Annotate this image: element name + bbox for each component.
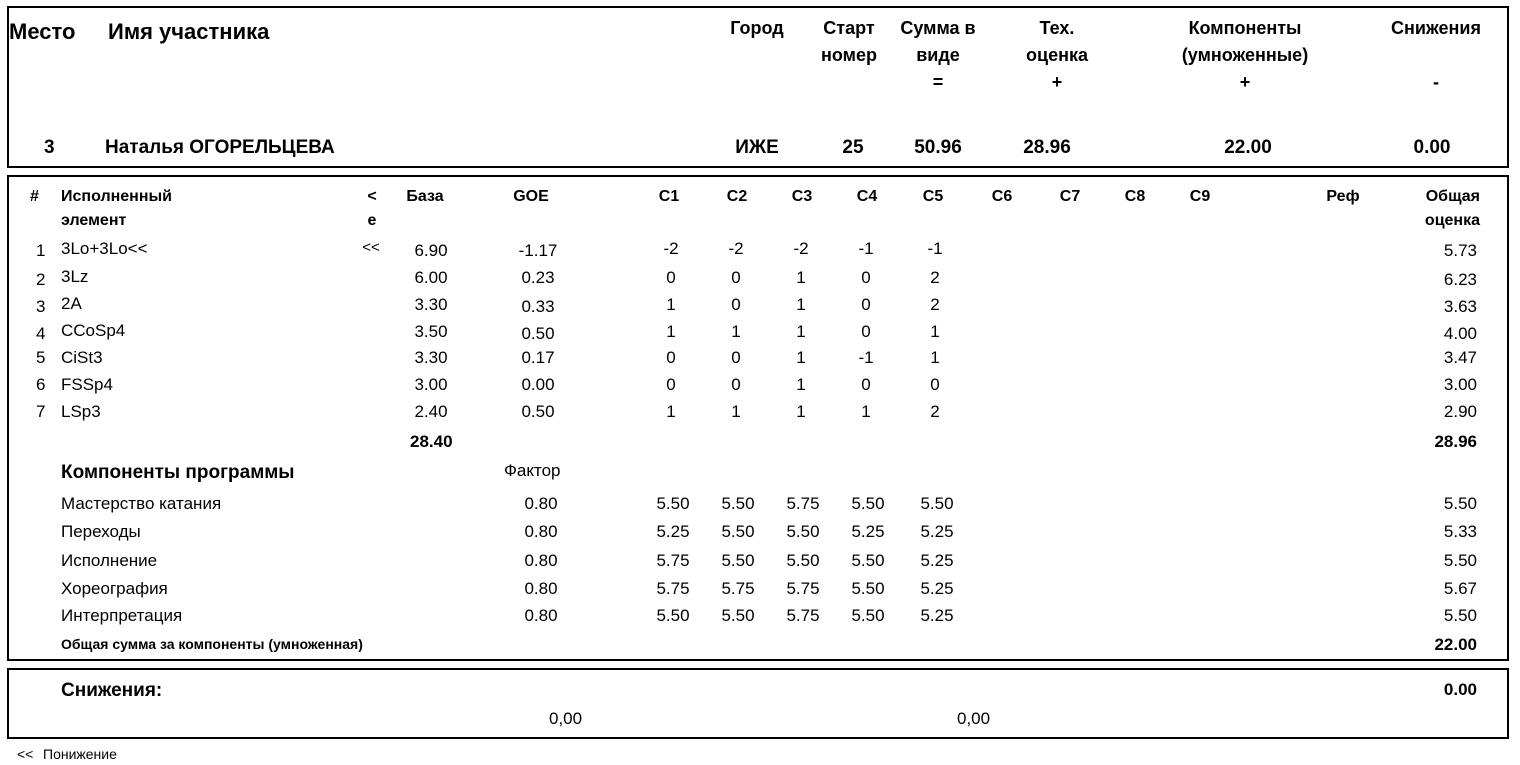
element-row-judge-c2: 0 <box>731 295 741 314</box>
element-row-judge-c1: -2 <box>663 239 679 258</box>
element-row-goe: 0.33 <box>521 297 555 316</box>
component-row-judge-c3: 5.75 <box>786 494 820 513</box>
element-row-judge-c5: 1 <box>930 348 940 367</box>
element-row-info: << <box>362 239 380 256</box>
element-row-judge-c1: 0 <box>666 268 676 287</box>
component-row-judge-c2: 5.75 <box>721 579 755 598</box>
component-row-judge-c3: 5.75 <box>786 579 820 598</box>
element-row-judge-c3: 1 <box>796 268 806 287</box>
element-row-judge-c4: 0 <box>861 322 871 341</box>
component-row-factor: 0.80 <box>524 522 558 541</box>
components-total: 22.00 <box>1434 635 1477 654</box>
element-row-judge-c3: 1 <box>796 402 806 421</box>
component-row-name: Исполнение <box>61 551 158 570</box>
skater-place: 3 <box>44 137 55 158</box>
element-row-judge-c3: 1 <box>796 322 806 341</box>
element-row-judge-c5: 2 <box>930 295 940 314</box>
component-row-score: 5.50 <box>1443 551 1477 570</box>
element-row-base: 6.90 <box>414 241 448 260</box>
element-row-name: 3Lo+3Lo<< <box>61 239 148 258</box>
deduction-value: 0,00 <box>549 709 583 728</box>
col-header-num: # <box>30 188 39 205</box>
component-row-judge-c4: 5.50 <box>851 494 885 513</box>
element-row-judge-c5: 2 <box>930 268 940 287</box>
component-row-score: 5.67 <box>1443 579 1477 598</box>
component-row-judge-c3: 5.50 <box>786 522 820 541</box>
component-row-judge-c3: 5.75 <box>786 606 820 625</box>
col-header-c2: C2 <box>726 188 748 205</box>
component-row-factor: 0.80 <box>524 494 558 513</box>
component-row-judge-c1: 5.75 <box>656 551 690 570</box>
element-row-judge-c3: -2 <box>793 239 809 258</box>
col-header-c4: C4 <box>856 188 878 205</box>
element-row-goe: 0.50 <box>521 402 555 421</box>
header-deductions-label: Снижения - <box>1391 18 1481 92</box>
element-row-num: 7 <box>36 402 46 421</box>
component-row-judge-c5: 5.25 <box>920 606 954 625</box>
element-row-base: 2.40 <box>414 402 448 421</box>
col-header-element: Исполненный элемент <box>61 188 172 229</box>
element-row-judge-c1: 0 <box>666 375 676 394</box>
component-row-factor: 0.80 <box>524 579 558 598</box>
skater-total-score: 50.96 <box>914 137 962 158</box>
element-row-judge-c4: -1 <box>858 348 874 367</box>
element-row-name: FSSp4 <box>61 375 113 394</box>
element-row-judge-c3: 1 <box>796 375 806 394</box>
component-row-judge-c1: 5.50 <box>656 606 690 625</box>
element-row-base: 3.30 <box>414 348 448 367</box>
element-row-judge-c3: 1 <box>796 295 806 314</box>
element-row-num: 3 <box>36 297 46 316</box>
element-row-score: 3.00 <box>1443 375 1477 394</box>
component-row-factor: 0.80 <box>524 551 558 570</box>
col-header-c7: C7 <box>1059 188 1081 205</box>
element-row-name: 3Lz <box>61 267 89 286</box>
component-row-judge-c4: 5.50 <box>851 579 885 598</box>
element-row-num: 2 <box>36 270 46 289</box>
skater-deductions: 0.00 <box>1413 137 1451 158</box>
component-row-judge-c4: 5.25 <box>851 522 885 541</box>
component-row-judge-c5: 5.50 <box>920 494 954 513</box>
element-row-name: LSp3 <box>61 402 101 421</box>
element-row-base: 3.30 <box>414 295 448 314</box>
element-row-base: 6.00 <box>414 268 448 287</box>
legend-text: Понижение <box>43 746 117 762</box>
element-row-base: 3.50 <box>414 322 448 341</box>
element-row-name: 2A <box>61 294 82 313</box>
col-header-c3: C3 <box>791 188 813 205</box>
component-row-name: Мастерство катания <box>61 494 222 513</box>
skater-components-score: 22.00 <box>1224 137 1272 158</box>
component-row-score: 5.50 <box>1443 606 1477 625</box>
col-header-c1: C1 <box>658 188 680 205</box>
element-row-goe: 0.00 <box>521 375 555 394</box>
col-header-score: Общая оценка <box>1424 188 1480 229</box>
element-row-judge-c2: -2 <box>728 239 744 258</box>
col-header-info: < е <box>367 188 377 229</box>
element-row-score: 3.63 <box>1443 297 1477 316</box>
factor-label: Фактор <box>504 461 561 480</box>
header-name-label: Имя участника <box>108 19 270 44</box>
col-header-c9: C9 <box>1189 188 1211 205</box>
components-title: Компоненты программы <box>61 462 295 483</box>
element-row-goe: 0.17 <box>521 348 555 367</box>
element-row-num: 1 <box>36 241 46 260</box>
element-row-judge-c4: 0 <box>861 295 871 314</box>
component-row-judge-c2: 5.50 <box>721 551 755 570</box>
component-row-judge-c5: 5.25 <box>920 579 954 598</box>
element-row-score: 4.00 <box>1443 324 1477 343</box>
legend-symbol: << <box>17 746 34 762</box>
header-start-label: Старт номер <box>821 18 877 65</box>
component-row-name: Интерпретация <box>61 606 183 625</box>
element-row-score: 2.90 <box>1443 402 1477 421</box>
col-header-ref: Реф <box>1326 188 1360 205</box>
element-row-name: CCoSp4 <box>61 321 126 340</box>
header-place-label: Место <box>9 19 76 44</box>
element-row-goe: 0.23 <box>521 268 555 287</box>
component-row-judge-c5: 5.25 <box>920 522 954 541</box>
component-row-judge-c5: 5.25 <box>920 551 954 570</box>
skater-start-number: 25 <box>842 137 864 158</box>
element-row-name: CiSt3 <box>61 348 103 367</box>
component-row-score: 5.50 <box>1443 494 1477 513</box>
skater-name: Наталья ОГОРЕЛЬЦЕВА <box>105 137 335 158</box>
element-row-score: 3.47 <box>1443 348 1477 367</box>
component-row-score: 5.33 <box>1443 522 1477 541</box>
col-header-base: База <box>406 188 444 205</box>
header-tech-label: Тех. оценка + <box>1026 18 1088 92</box>
col-header-c8: C8 <box>1124 188 1146 205</box>
element-row-score: 6.23 <box>1443 270 1477 289</box>
col-header-goe: GOE <box>513 188 549 205</box>
element-row-judge-c2: 1 <box>731 402 741 421</box>
element-row-num: 5 <box>36 348 46 367</box>
element-row-judge-c4: -1 <box>858 239 874 258</box>
element-row-judge-c1: 0 <box>666 348 676 367</box>
base-value-total: 28.40 <box>410 432 453 451</box>
component-row-judge-c3: 5.50 <box>786 551 820 570</box>
element-row-goe: -1.17 <box>518 241 558 260</box>
component-row-name: Хореография <box>61 579 168 598</box>
elements-score-total: 28.96 <box>1434 432 1477 451</box>
element-row-judge-c3: 1 <box>796 348 806 367</box>
element-row-judge-c4: 1 <box>861 402 871 421</box>
component-row-judge-c1: 5.25 <box>656 522 690 541</box>
deductions-title: Снижения: <box>61 680 163 701</box>
header-total-label: Сумма в виде = <box>900 18 976 92</box>
element-row-judge-c1: 1 <box>666 402 676 421</box>
element-row-num: 4 <box>36 324 46 343</box>
element-row-judge-c4: 0 <box>861 268 871 287</box>
element-row-judge-c5: -1 <box>927 239 943 258</box>
component-row-judge-c4: 5.50 <box>851 606 885 625</box>
component-row-judge-c1: 5.75 <box>656 579 690 598</box>
element-row-num: 6 <box>36 375 46 394</box>
element-row-base: 3.00 <box>414 375 448 394</box>
components-total-label: Общая сумма за компоненты (умноженная) <box>61 636 363 652</box>
col-header-c6: C6 <box>991 188 1013 205</box>
element-row-judge-c5: 0 <box>930 375 940 394</box>
element-row-judge-c5: 1 <box>930 322 940 341</box>
col-header-c5: C5 <box>922 188 944 205</box>
element-row-judge-c2: 1 <box>731 322 741 341</box>
element-row-judge-c1: 1 <box>666 322 676 341</box>
component-row-judge-c2: 5.50 <box>721 494 755 513</box>
component-row-judge-c2: 5.50 <box>721 606 755 625</box>
element-row-judge-c2: 0 <box>731 268 741 287</box>
element-row-judge-c1: 1 <box>666 295 676 314</box>
deduction-value: 0,00 <box>957 709 991 728</box>
element-row-judge-c2: 0 <box>731 348 741 367</box>
component-row-factor: 0.80 <box>524 606 558 625</box>
element-row-judge-c5: 2 <box>930 402 940 421</box>
header-city-label: Город <box>730 18 784 38</box>
skater-city: ИЖЕ <box>735 137 779 158</box>
element-row-judge-c4: 0 <box>861 375 871 394</box>
skater-tech-score: 28.96 <box>1023 137 1071 158</box>
component-row-judge-c2: 5.50 <box>721 522 755 541</box>
deductions-total: 0.00 <box>1443 680 1477 699</box>
component-row-name: Переходы <box>61 522 141 541</box>
header-components-label: Компоненты (умноженные) + <box>1181 18 1309 92</box>
deductions-panel <box>7 668 1509 739</box>
element-row-goe: 0.50 <box>521 324 555 343</box>
element-row-score: 5.73 <box>1443 241 1477 260</box>
component-row-judge-c4: 5.50 <box>851 551 885 570</box>
element-row-judge-c2: 0 <box>731 375 741 394</box>
component-row-judge-c1: 5.50 <box>656 494 690 513</box>
